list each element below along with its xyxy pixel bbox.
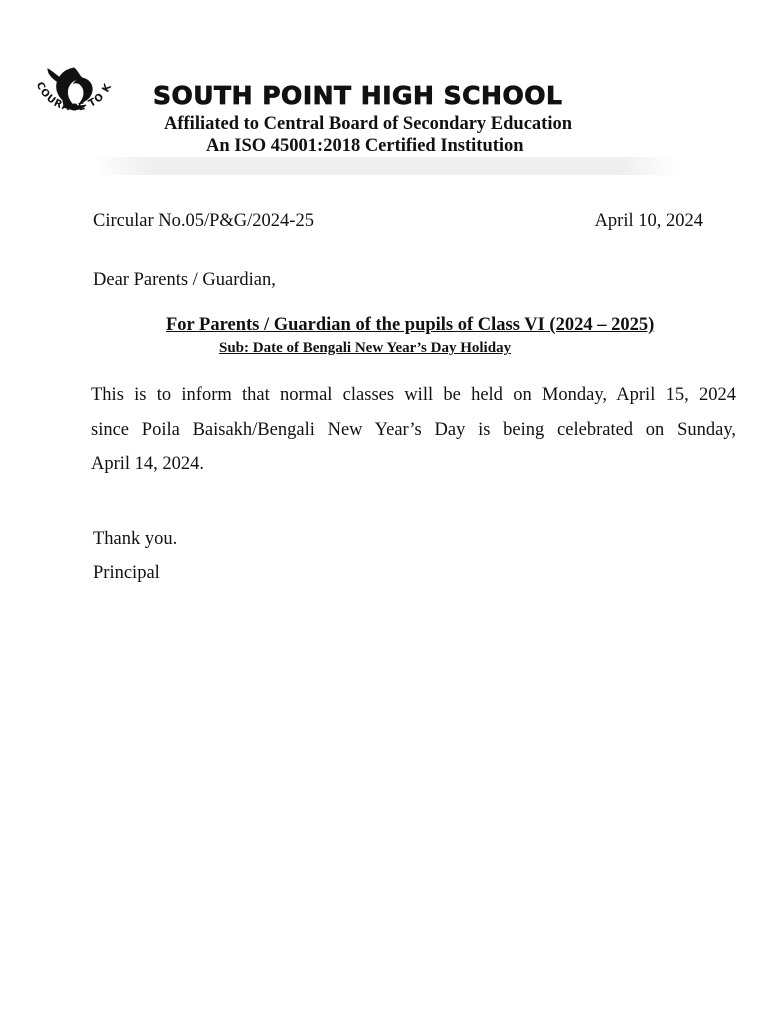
circular-number: Circular No.05/P&G/2024-25 [93, 211, 314, 231]
bird-emblem-icon [22, 60, 128, 150]
school-logo [22, 60, 128, 150]
closing-text: Thank you. [93, 529, 178, 549]
audience-heading: For Parents / Guardian of the pupils of Class VI (2024 – 2025) [166, 315, 655, 335]
school-name: SOUTH POINT HIGH SCHOOL [153, 81, 563, 110]
affiliation-line: Affiliated to Central Board of Secondary Education [164, 114, 573, 134]
logo-motto: COURAGE TO K [33, 80, 115, 114]
header-divider [92, 157, 678, 175]
body-line: This is to inform that normal classes will be held on Monday, April 15, 2024 [91, 385, 736, 405]
body-line: April 14, 2024. [91, 454, 205, 474]
signatory: Principal [93, 563, 160, 583]
subject-heading: Sub: Date of Bengali New Year’s Day Holiday [219, 340, 512, 356]
certification-line: An ISO 45001:2018 Certified Institution [206, 136, 524, 156]
body-line: since Poila Baisakh/Bengali New Year’s Day is being celebrated on Sunday, [91, 419, 736, 440]
salutation: Dear Parents / Guardian, [93, 270, 276, 290]
circular-date: April 10, 2024 [594, 211, 703, 231]
circular-body [91, 378, 741, 482]
